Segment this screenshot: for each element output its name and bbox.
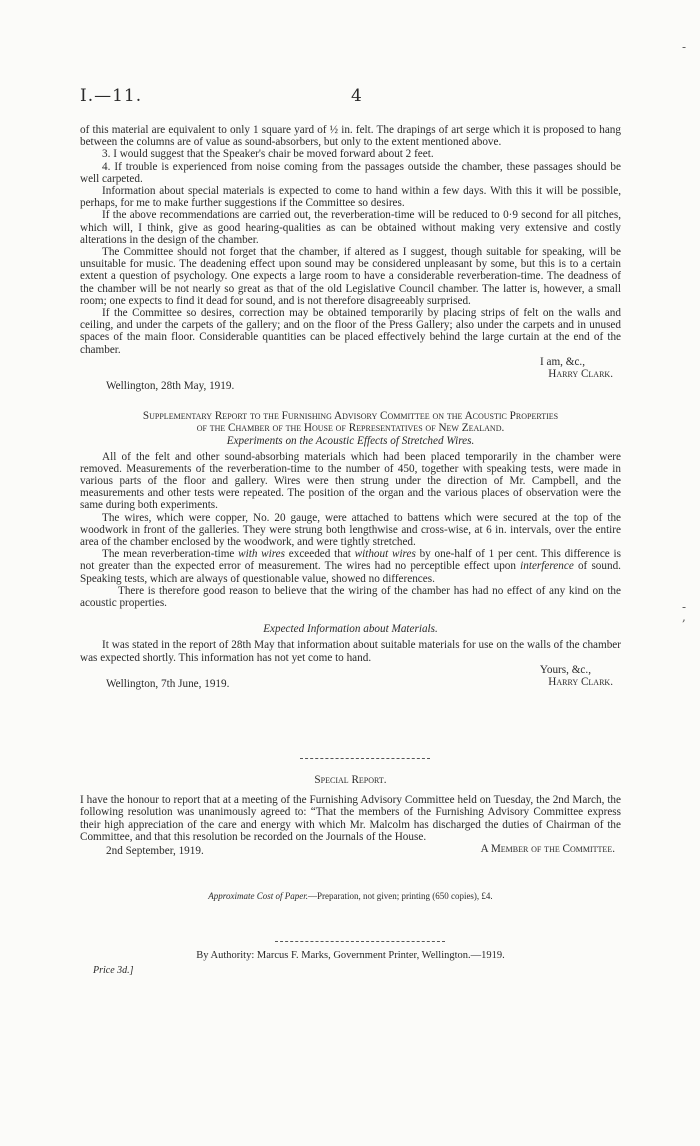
paragraph: The Committee should not forget that the chamber, if altered as I suggest, though suitable for speaking, will be unsuitable for music. The deadening effect upon sound may be considered unpleasant by some, but this is to a certain extent a question of psychology. One expects a large room to have a considerable reverberation-time. The deadness of the chamber will be not nearly so great as that of the old Legislative Council chamber. The latter is, however, a small room; one expects to find it dead for sound, and is not therefore disagreeably surprised.: [80, 246, 621, 307]
dateline: 2nd September, 1919.: [106, 845, 204, 858]
report-title: of the Chamber of the House of Representatives of New Zealand.: [196, 422, 505, 435]
paragraph: Information about special materials is expected to come to hand within a few days. With this it will be possible, perhaps, for me to make further suggestions if the Committee so desires.: [80, 185, 621, 210]
signature: Harry Clark.: [548, 676, 613, 689]
cost-label: Approximate Cost of Paper.: [208, 891, 308, 901]
signature: A Member of the Committee.: [480, 843, 615, 856]
cost-note: [80, 891, 621, 901]
dateline: Wellington, 28th May, 1919.: [106, 380, 235, 393]
signature: Harry Clark.: [548, 368, 613, 381]
paragraph: I have the honour to report that at a meeting of the Furnishing Advisory Committee held on Tuesday, the 2nd March, the following resolution was unanimously agreed to: “That the members of the Furnishing Advisory Committee express their high appreciation of the care and energy with which Mr. Malcolm has discharged the duties of Chairman of the Committee, and that this resolution be recorded on the Journals of the House.: [80, 794, 621, 843]
paragraph: If the Committee so desires, correction may be obtained temporarily by placing strips of felt on the walls and ceiling, and under the carpets of the gallery; and on the floor of the Press Gallery; also under the carpets and in unused spaces of the main floor. Considerable quantities can be placed effectively behind the large curtain at the end of the chamber.: [80, 307, 621, 356]
paragraph: The wires, which were copper, No. 20 gauge, were attached to battens which were secured at the top of the woodwork in front of the galleries. They were strung both lengthwise and cross-wise, at 6 in. intervals, over the entire area of the chamber enclosed by the woodwork, and were tightly stretched.: [80, 511, 621, 549]
paragraph: All of the felt and other sound-absorbing materials which had been placed temporarily in the chamber were removed. Measurements of the reverberation-time to the number of 450, together with speaking tests, were made in various parts of the floor and gallery. Wires were then strung under the direction of Mr. Campbell, and the measurements and other tests were repeated. The position of the organ and the various places of observation were the same during both experiments.: [80, 450, 621, 512]
letter-continuation: [80, 124, 621, 392]
report-title: Special Report.: [314, 774, 387, 786]
paragraph: If the above recommendations are carried out, the reverberation-time will be reduced to 0·9 second for all pitches, which will, I think, give as good hearing-qualities as can be obtained without making very extensive and costly alterations in the design of the chamber.: [80, 209, 621, 246]
printer-imprint: By Authority: Marcus F. Marks, Government Printer, Wellington.—1919.: [196, 950, 505, 961]
margin-mark: -: [682, 600, 687, 614]
paragraph: of this material are equivalent to only 1 square yard of ½ in. felt. The drapings of art serge which it is proposed to hang between the columns are of value as sound-absorbers, but only to the extent mentioned above.: [80, 124, 621, 149]
price-note: Price 3d.]: [93, 965, 134, 976]
page-number: 4: [351, 86, 363, 106]
margin-mark: ,: [682, 610, 686, 624]
signature-row: [80, 676, 621, 690]
supplementary-report: [80, 410, 621, 690]
section-heading: Expected Information about Materials.: [263, 623, 438, 636]
report-title: Supplementary Report to the Furnishing Advisory Committee on the Acoustic Properties: [142, 410, 559, 422]
document-reference: I.—11.: [80, 86, 143, 106]
closing: Yours, &c.,: [539, 663, 591, 676]
footer-divider: [275, 941, 445, 942]
special-report: [80, 774, 621, 857]
section-heading: Experiments on the Acoustic Effects of Stretched Wires.: [226, 435, 475, 448]
paragraph: 3. I would suggest that the Speaker's chair be moved forward about 2 feet.: [102, 148, 434, 161]
paragraph: There is therefore good reason to believe that the wiring of the chamber has had no effect of any kind on the acoustic properties.: [80, 584, 621, 610]
section-divider: [300, 758, 430, 759]
paragraph: It was stated in the report of 28th May that information about suitable materials for use on the walls of the chamber was expected shortly. This information has not yet come to hand.: [80, 639, 621, 664]
paragraph: 4. If trouble is experienced from noise coming from the passages outside the chamber, these passages should be well carpeted.: [80, 160, 621, 185]
cost-value: —Preparation, not given; printing (650 copies), £4.: [307, 891, 493, 901]
paragraph: The mean reverberation-time with wires exceeded that without wires by one-half of 1 per cent. This difference is not greater than the expected error of measurement. The wires had no perceptible effect upon interference of sound. Speaking tests, which are always of questionable value, showed no differences.: [80, 548, 621, 585]
signature-row: [80, 843, 621, 857]
margin-mark: -: [682, 40, 687, 54]
closing: I am, &c.,: [539, 355, 585, 368]
dateline: Wellington, 7th June, 1919.: [106, 678, 230, 691]
